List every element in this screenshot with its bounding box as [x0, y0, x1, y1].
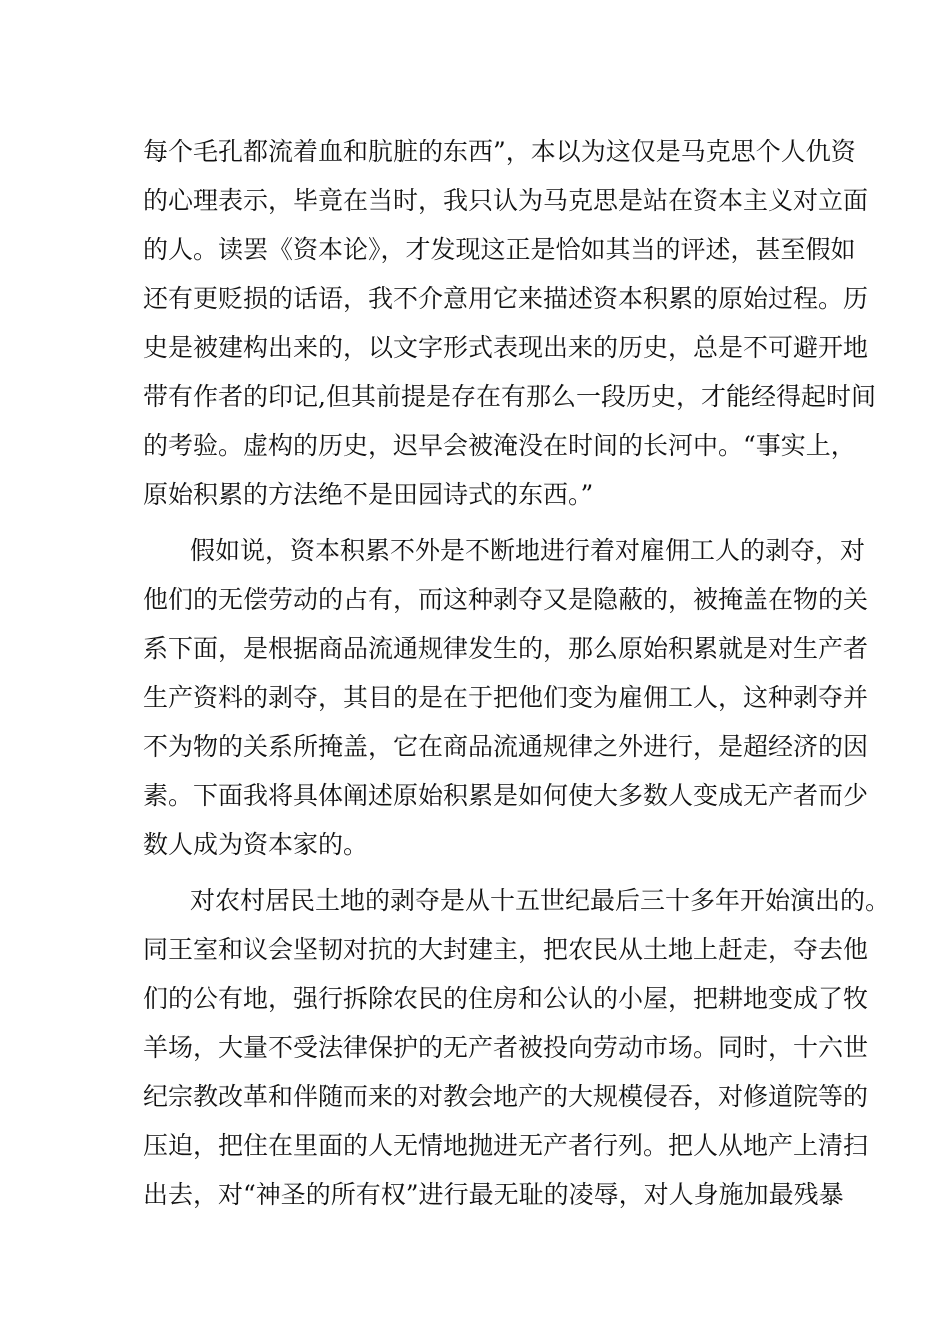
text-line: 史是被建构出来的，以文字形式表现出来的历史，总是不可避开地: [143, 333, 869, 362]
text-line: 素。下面我将具体阐述原始积累是如何使大多数人变成无产者而少: [143, 781, 869, 810]
text-line: 还有更贬损的话语，我不介意用它来描述资本积累的原始过程。历: [143, 284, 869, 313]
text-line: 带有作者的印记,但其前提是存在有那么一段历史，才能经得起时间: [143, 382, 876, 411]
text-line: 纪宗教改革和伴随而来的对教会地产的大规模侵吞，对修道院等的: [143, 1082, 869, 1111]
text-line: 原始积累的方法绝不是田园诗式的东西。”: [143, 480, 594, 509]
text-line: 生产资料的剥夺，其目的是在于把他们变为雇佣工人，这种剥夺并: [143, 683, 869, 712]
text-line: 的人。读罢《资本论》，才发现这正是恰如其当的评述，甚至假如: [143, 235, 856, 264]
paragraph-first-line: 对农村居民土地的剥夺是从十五世纪最后三十多年开始演出的。: [190, 886, 891, 915]
text-line: 压迫，把住在里面的人无情地抛进无产者行列。把人从地产上清扫: [143, 1131, 869, 1160]
text-line: 的考验。虚构的历史，迟早会被淹没在时间的长河中。“事实上，: [143, 431, 856, 460]
text-line: 每个毛孔都流着血和肮脏的东西”，本以为这仅是马克思个人仇资: [143, 137, 856, 166]
text-line: 的心理表示，毕竟在当时，我只认为马克思是站在资本主义对立面: [143, 186, 869, 215]
text-line: 同王室和议会坚韧对抗的大封建主，把农民从土地上赶走，夺去他: [143, 935, 869, 964]
text-line: 不为物的关系所掩盖，它在商品流通规律之外进行，是超经济的因: [143, 732, 869, 761]
paragraph-first-line: 假如说，资本积累不外是不断地进行着对雇佣工人的剥夺，对: [190, 536, 866, 565]
text-line: 系下面，是根据商品流通规律发生的，那么原始积累就是对生产者: [143, 634, 869, 663]
text-line: 羊场，大量不受法律保护的无产者被投向劳动市场。同时，十六世: [143, 1033, 869, 1062]
text-line: 们的公有地，强行拆除农民的住房和公认的小屋，把耕地变成了牧: [143, 984, 869, 1013]
text-line: 他们的无偿劳动的占有，而这种剥夺又是隐蔽的，被掩盖在物的关: [143, 585, 869, 614]
text-line: 数人成为资本家的。: [143, 830, 369, 859]
text-line: 出去，对“神圣的所有权”进行最无耻的凌辱，对人身施加最残暴: [143, 1180, 844, 1209]
